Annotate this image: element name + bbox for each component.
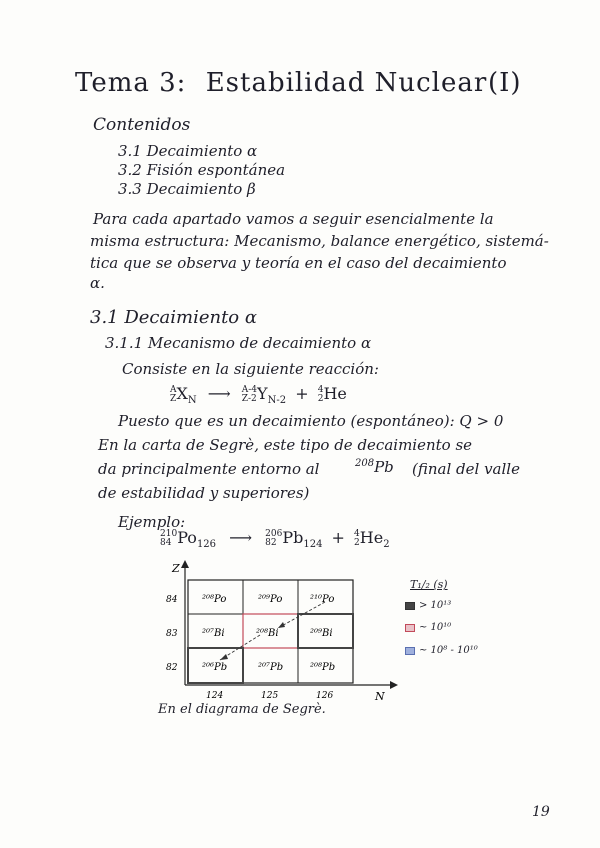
intro-line: misma estructura: Mecanismo, balance energético, sistemá- [90, 232, 549, 250]
segre-diagram [150, 560, 410, 710]
reaction-arrow: ⟶ [207, 384, 231, 403]
contenidos-item: 3.2 Fisión espontánea [118, 161, 286, 179]
pb-mass-number: 208 [355, 458, 375, 469]
left-symbol: X [176, 384, 188, 403]
z-tick-label: 82 [166, 663, 178, 673]
n-tick-label: 125 [261, 691, 279, 701]
z-axis-label: Z [172, 562, 180, 575]
legend-title: T₁/₂ (s) [410, 578, 448, 591]
section-heading: 3.1 Decaimiento α [90, 307, 258, 328]
example-reaction [160, 528, 390, 550]
z-tick-label: 83 [166, 629, 178, 639]
para-line: En la carta de Segrè, este tipo de decaimiento se [98, 436, 473, 454]
page-number: 19 [532, 804, 550, 820]
left-mass-number: A [170, 384, 177, 395]
right-atomic-number: Z-2 [241, 393, 257, 404]
cell-label: ²⁰⁹Bi [310, 628, 333, 639]
legend-swatch [405, 624, 415, 632]
contenidos-heading: Contenidos [93, 115, 191, 135]
pb-example-atomic-number: 82 [265, 537, 277, 548]
n-tick-label: 126 [316, 691, 334, 701]
z-axis-arrow [181, 560, 189, 568]
para-line: de estabilidad y superiores) [98, 484, 310, 502]
reaction-plus: + [295, 384, 309, 403]
title-tema: Tema 3: [75, 68, 187, 98]
intro-line: Para cada apartado vamos a seguir esencialmente la [93, 210, 494, 228]
legend-entry [405, 645, 478, 656]
cell-label: ²⁰⁸Pb [310, 662, 336, 673]
right-symbol: Y [257, 384, 268, 403]
legend-swatch [405, 602, 415, 610]
cell-label: ²⁰⁷Pb [258, 662, 284, 673]
pb-example-neutron-number: 124 [303, 539, 323, 551]
left-neutron-number: N [187, 395, 197, 407]
title-part: (I) [488, 68, 522, 98]
diagram-caption: En el diagrama de Segrè. [158, 702, 326, 717]
z-tick-label: 84 [166, 595, 178, 605]
po-mass-number: 210 [160, 528, 178, 539]
right-neutron-number: N-2 [267, 395, 287, 407]
para-line: Puesto que es un decaimiento (espontáneo): Q > 0 [118, 412, 504, 430]
po-neutron-number: 126 [196, 539, 217, 551]
para-line: da principalmente entorno al [98, 460, 320, 478]
arrowhead [220, 654, 228, 660]
example-plus: + [331, 528, 345, 547]
he-example-mass-number: 4 [354, 528, 360, 539]
title-name: Estabilidad Nuclear [205, 68, 488, 98]
left-atomic-number: Z [170, 393, 177, 404]
example-label: Ejemplo: [118, 513, 186, 531]
po-atomic-number: 84 [160, 537, 172, 548]
cell-label: ²⁰⁶Pb [202, 662, 228, 673]
n-tick-label: 124 [206, 691, 224, 701]
n-axis-arrow [390, 681, 398, 689]
example-arrow: ⟶ [229, 528, 253, 547]
he-example-symbol: He [359, 528, 384, 547]
legend-label: ~ 10¹⁰ [419, 622, 452, 633]
decay-reaction [170, 384, 347, 406]
contenidos-item: 3.1 Decaimiento α [118, 142, 258, 160]
cell-label: ²⁰⁸Bi [256, 628, 279, 639]
pb-example-symbol: Pb [282, 528, 304, 547]
he-example-neutron-number: 2 [383, 539, 390, 551]
cell-label: ²¹⁰Po [310, 594, 335, 605]
right-mass-number: A-4 [241, 384, 258, 395]
he-example-atomic-number: 2 [354, 537, 360, 548]
contenidos-item: 3.3 Decaimiento β [118, 180, 256, 198]
legend-entry [405, 600, 451, 611]
he-mass-number: 4 [317, 384, 324, 395]
cell-label: ²⁰⁹Po [258, 594, 283, 605]
legend-entry [405, 622, 451, 633]
cell-label: ²⁰⁷Bi [202, 628, 225, 639]
page-title [75, 68, 487, 98]
intro-line: tica que se observa y teoría en el caso del decaimiento [90, 254, 507, 272]
legend-label: > 10¹³ [419, 600, 452, 611]
cell-label: ²⁰⁸Po [202, 594, 227, 605]
legend-swatch [405, 647, 415, 655]
legend-label: ~ 10⁸ - 10¹⁰ [419, 645, 478, 656]
arrowhead [278, 622, 285, 628]
intro-line: α. [90, 274, 105, 292]
he-atomic-number: 2 [317, 393, 324, 404]
pb-reference [355, 458, 394, 476]
pb-example-mass-number: 206 [265, 528, 283, 539]
po-symbol: Po [177, 528, 197, 547]
para-line: (final del valle [412, 460, 520, 478]
pb-symbol: Pb [374, 458, 394, 476]
reaction-intro: Consiste en la siguiente reacción: [122, 360, 379, 378]
subsection-heading: 3.1.1 Mecanismo de decaimiento α [105, 334, 372, 352]
he-symbol: He [323, 384, 347, 403]
n-axis-label: N [375, 690, 385, 703]
